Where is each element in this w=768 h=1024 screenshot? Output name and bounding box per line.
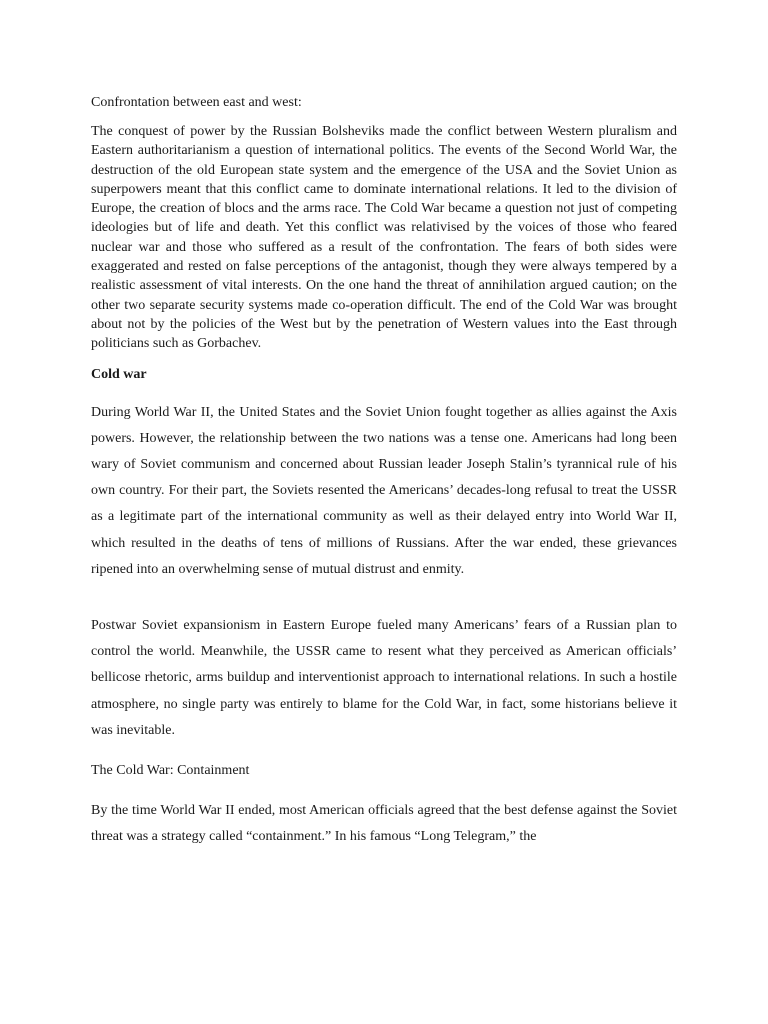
paragraph-postwar-expansionism: Postwar Soviet expansionism in Eastern Europe fueled many Americans’ fears of a Russian plan to control the world. Meanwhile, the USSR came to resent what they perceived as American officials’ bellicose rhetoric, arms buildup and interventionist approach to international relations. In such a hostile atmosphere, no single party was entirely to blame for the Cold War, in fact, some historians believe it was inevitable. xyxy=(91,617,677,738)
document-title: Confrontation between east and west: xyxy=(91,95,302,110)
paragraph-world-war-ii: During World War II, the United States and the Soviet Union fought together as allies against the Axis powers. However, the relationship between the two nations was a tense one. Americans had long been wary of Soviet communism and concerned about Russian leader Joseph Stalin’s tyrannical rule of his own country. For their part, the Soviets resented the Americans’ decades-long refusal to treat the USSR as a legitimate part of the international community as well as their delayed entry into World War II, which resulted in the deaths of tens of millions of Russians. After the war ended, these grievances ripened into an overwhelming sense of mutual distrust and enmity. xyxy=(91,404,677,577)
document-page xyxy=(91,94,677,850)
paragraph-containment: By the time World War II ended, most American officials agreed that the best defense against the Soviet threat was a strategy called “containment.” In his famous “Long Telegram,” the xyxy=(91,803,677,845)
paragraph-confrontation: The conquest of power by the Russian Bolsheviks made the conflict between Western pluralism and Eastern authoritarianism a question of international politics. The events of the Second World War, the destruction of the old European state system and the emergence of the USA and the Soviet Union as superpowers meant that this conflict came to dominate international relations. It led to the division of Europe, the creation of blocs and the arms race. The Cold War became a question not just of competing ideologies but of life and death. Yet this conflict was relativised by the voices of those who feared nuclear war and those who suffered as a result of the confrontation. The fears of both sides were exaggerated and rested on false perceptions of the antagonist, though they were always tempered by a realistic assessment of vital interests. On the one hand the threat of annihilation argued caution; on the other two separate security systems made co-operation difficult. The end of the Cold War was brought about not by the policies of the West but by the penetration of Western values into the East through politicians such as Gorbachev. xyxy=(91,124,677,352)
section-heading-cold-war: Cold war xyxy=(91,366,147,382)
section-heading-containment: The Cold War: Containment xyxy=(91,763,250,778)
